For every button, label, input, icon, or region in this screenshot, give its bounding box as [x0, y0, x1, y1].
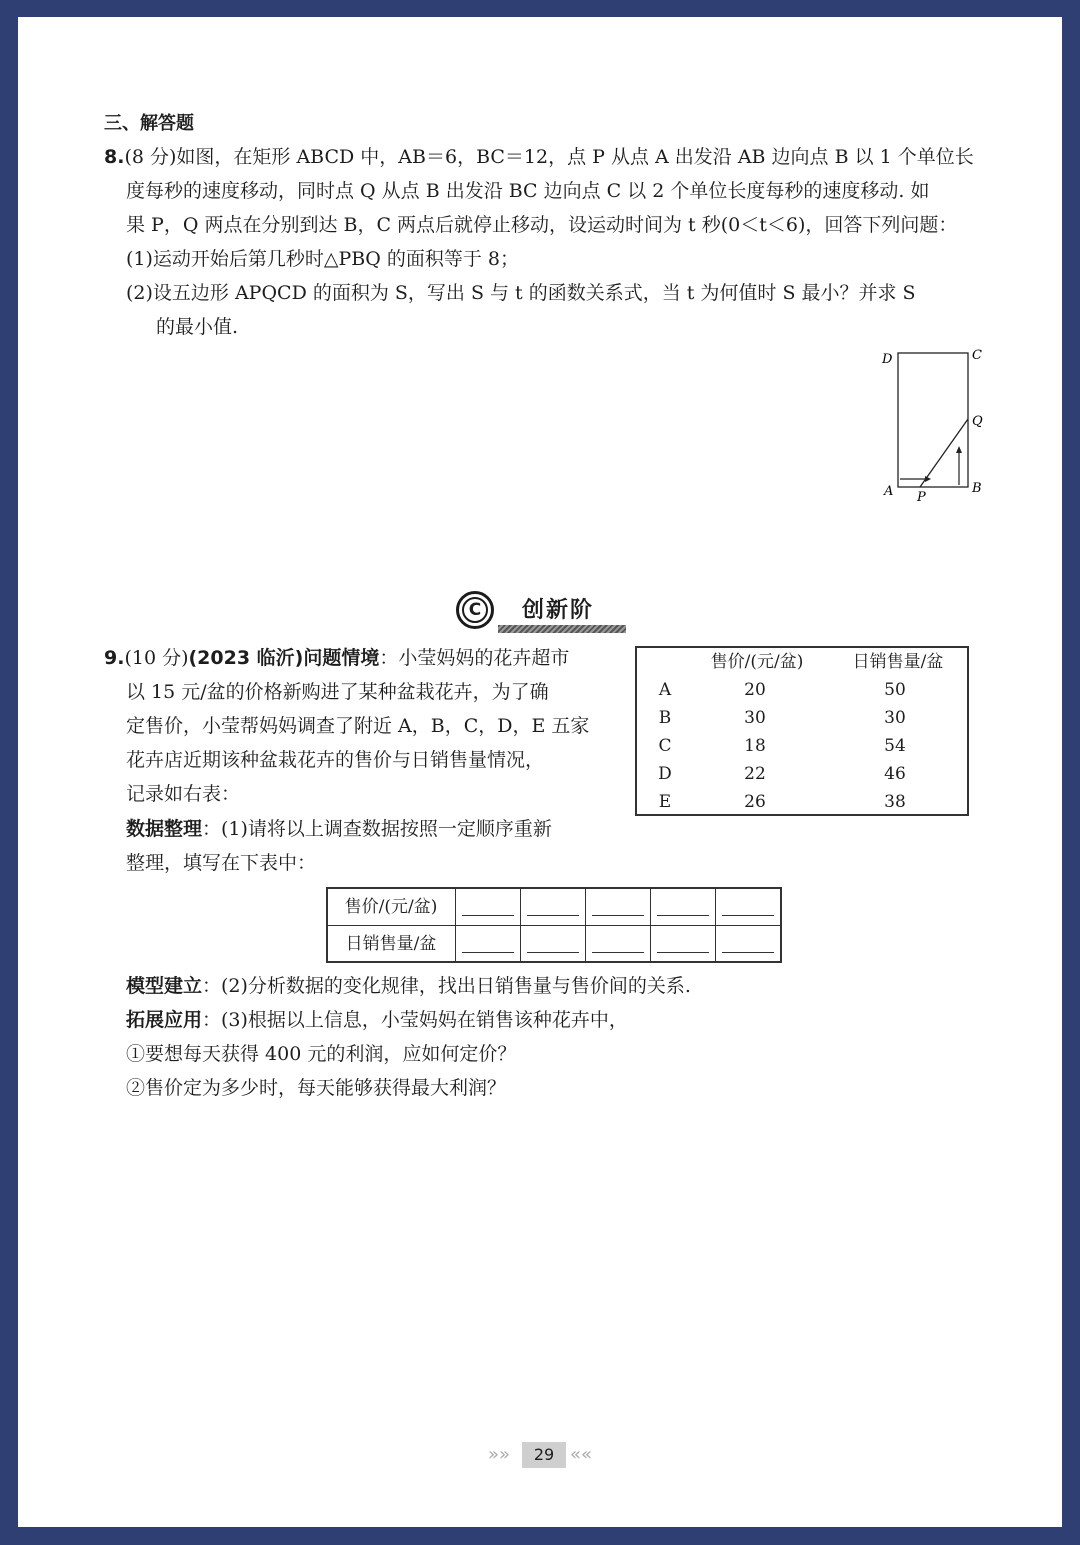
survey-store-a: A — [658, 680, 672, 700]
banner-title: 创新阶 — [522, 598, 595, 623]
double-arrow-right-icon: »» — [488, 1444, 511, 1465]
label-q: Q — [972, 414, 983, 429]
survey-price-d: 22 — [744, 764, 766, 784]
section-heading: 三、解答题 — [104, 113, 194, 134]
survey-store-b: B — [658, 708, 672, 728]
price-blank[interactable] — [592, 915, 644, 916]
q9-source: (2023 临沂) — [188, 647, 304, 669]
q8-part1: (1)运动开始后第几秒时△PBQ 的面积等于 8； — [126, 248, 520, 270]
arrow-ap-head — [925, 476, 931, 482]
arrow-bq-head — [956, 446, 962, 453]
survey-price-a: 20 — [744, 680, 766, 700]
survey-store-c: C — [658, 736, 672, 756]
survey-volume-c: 54 — [884, 736, 906, 756]
q8-part2-line1: (2)设五边形 APQCD 的面积为 S，写出 S 与 t 的函数关系式，当 t 为何值时 S 最小？并求 S — [126, 282, 916, 304]
q8-text-line2: 度每秒的速度移动，同时点 Q 从点 B 出发沿 BC 边向点 C 以 2 个单位长度每秒的速度移动. 如 — [126, 180, 930, 202]
price-blank[interactable] — [657, 915, 709, 916]
c-badge-icon — [456, 591, 494, 629]
fill-table-col-divider — [585, 889, 586, 961]
q8-line1 — [104, 145, 974, 169]
label-p: P — [917, 490, 926, 505]
fill-table-col-divider — [650, 889, 651, 961]
model-label: 模型建立 — [126, 975, 203, 997]
q9-data-line1 — [126, 817, 552, 841]
volume-blank[interactable] — [527, 952, 579, 953]
price-blank[interactable] — [462, 915, 514, 916]
q9-data-line2: 整理，填写在下表中： — [126, 852, 317, 874]
q8-part2-line2: 的最小值. — [156, 316, 239, 338]
q9-points: (10 分) — [124, 647, 189, 669]
survey-header-price: 售价/(元/盆) — [710, 652, 804, 672]
volume-blank[interactable] — [592, 952, 644, 953]
survey-price-e: 26 — [744, 792, 766, 812]
survey-price-b: 30 — [744, 708, 766, 728]
page-number: 29 — [522, 1442, 566, 1468]
q9-number: 9. — [104, 647, 125, 669]
price-blank[interactable] — [722, 915, 774, 916]
label-d: D — [882, 352, 893, 367]
innovation-banner — [454, 589, 630, 635]
c-badge-letter: C — [462, 597, 488, 623]
page-number-block — [484, 1440, 604, 1470]
model-text: ：(2)分析数据的变化规律，找出日销售量与售价间的关系. — [202, 975, 691, 997]
survey-table — [635, 646, 969, 816]
fill-in-table — [326, 887, 782, 963]
q9-model-line — [126, 974, 691, 998]
ext-label: 拓展应用 — [126, 1009, 203, 1031]
rectangle-abcd — [898, 353, 968, 487]
fill-table-col-divider — [455, 889, 456, 961]
q8-points: (8 分) — [124, 146, 177, 168]
label-b: B — [972, 481, 982, 496]
ext-text: ：(3)根据以上信息，小莹妈妈在销售该种花卉中， — [202, 1009, 628, 1031]
rectangle-figure — [873, 339, 993, 509]
survey-volume-e: 38 — [884, 792, 906, 812]
volume-blank[interactable] — [462, 952, 514, 953]
fill-table-price-label: 售价/(元/盆) — [344, 897, 438, 917]
banner-underline — [498, 625, 626, 633]
page — [18, 17, 1062, 1527]
q9-line1 — [104, 646, 569, 670]
survey-store-e: E — [658, 792, 672, 812]
q8-number: 8. — [104, 146, 125, 168]
fill-table-volume-label: 日销售量/盆 — [345, 934, 437, 954]
fill-table-row-divider — [328, 925, 780, 926]
q9-text-line2: 以 15 元/盆的价格新购进了某种盆栽花卉，为了确 — [126, 681, 549, 703]
survey-price-c: 18 — [744, 736, 766, 756]
q9-text-line1: ：小莹妈妈的花卉超市 — [379, 647, 570, 669]
data-label: 数据整理 — [126, 818, 203, 840]
label-a: A — [884, 484, 894, 499]
double-arrow-left-icon: «« — [570, 1444, 593, 1465]
q8-text-line3: 果 P，Q 两点在分别到达 B，C 两点后就停止移动，设运动时间为 t 秒(0＜t＜6)，回答下列问题： — [126, 214, 958, 236]
label-c: C — [972, 348, 982, 363]
fill-table-col-divider — [520, 889, 521, 961]
q9-text-line3: 定售价，小莹帮妈妈调查了附近 A，B，C，D，E 五家 — [126, 715, 590, 737]
survey-header-volume: 日销售量/盆 — [852, 652, 944, 672]
data-text-line1: ：(1)请将以上调查数据按照一定顺序重新 — [202, 818, 552, 840]
survey-volume-d: 46 — [884, 764, 906, 784]
volume-blank[interactable] — [657, 952, 709, 953]
q9-scenario-label: 问题情境 — [303, 647, 380, 669]
q9-ext-line — [126, 1008, 628, 1032]
survey-store-d: D — [658, 764, 672, 784]
q9-sub2: ②售价定为多少时，每天能够获得最大利润？ — [126, 1077, 507, 1099]
q9-sub1: ①要想每天获得 400 元的利润，应如何定价？ — [126, 1043, 517, 1065]
q9-text-line5: 记录如右表： — [126, 783, 241, 805]
survey-volume-a: 50 — [884, 680, 906, 700]
volume-blank[interactable] — [722, 952, 774, 953]
q9-text-line4: 花卉店近期该种盆栽花卉的售价与日销售量情况， — [126, 749, 545, 771]
q8-text-line1: 如图，在矩形 ABCD 中，AB＝6，BC＝12，点 P 从点 A 出发沿 AB 边向点 B 以 1 个单位长 — [176, 146, 974, 168]
survey-volume-b: 30 — [884, 708, 906, 728]
price-blank[interactable] — [527, 915, 579, 916]
fill-table-col-divider — [715, 889, 716, 961]
